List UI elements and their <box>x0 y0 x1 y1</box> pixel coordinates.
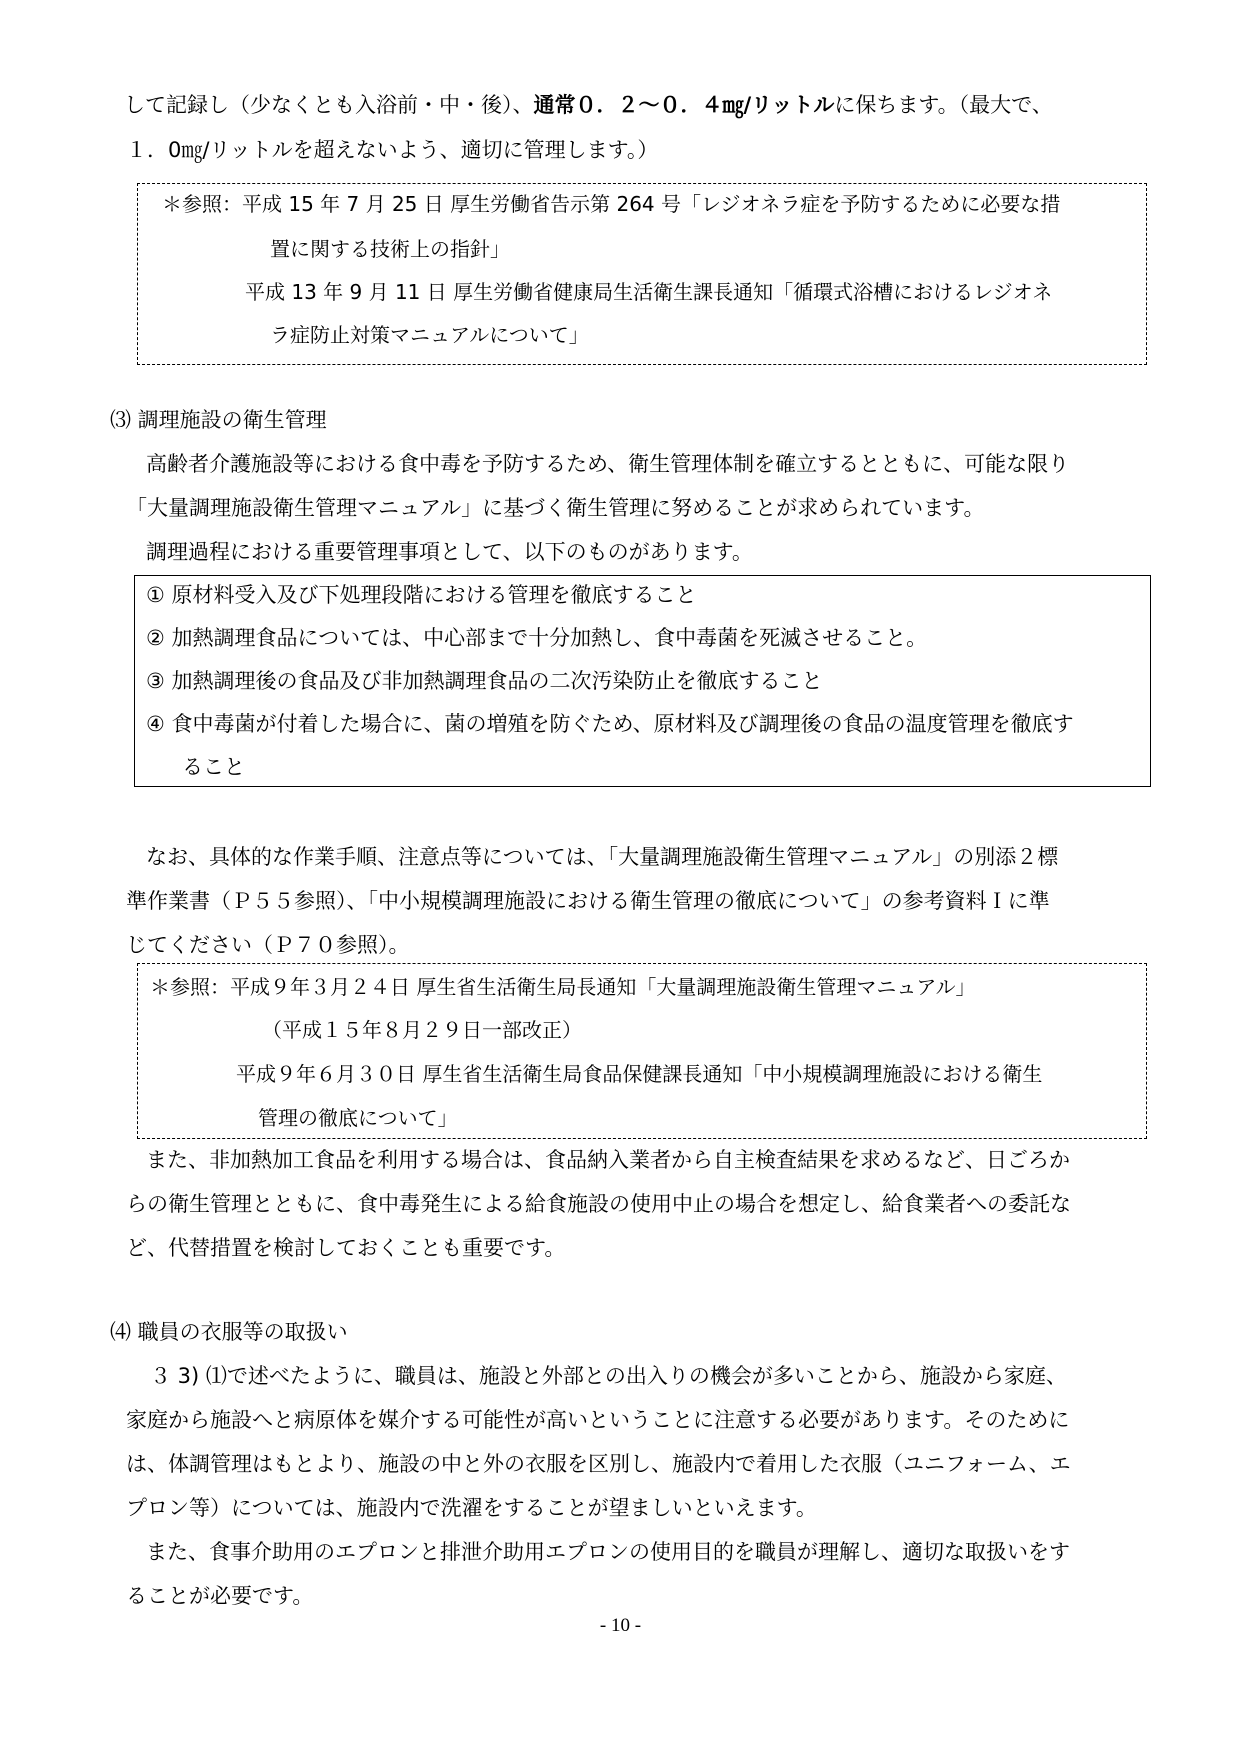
intro-line-2: １．0㎎/リットルを超えないよう、適切に管理します。） <box>126 138 659 162</box>
section-3b-line-3: ど、代替措置を検討しておくことも重要です。 <box>126 1236 566 1260</box>
intro-text-a: して記録し（少なくとも入浴前・中・後）、 <box>124 93 534 117</box>
key-item-2: ② 加熱調理食品については、中心部まで十分加熱し、食中毒菌を死滅させること。 <box>146 626 928 650</box>
key-item-3: ③ 加熱調理後の食品及び非加熱調理食品の二次汚染防止を徹底すること <box>146 669 823 693</box>
section-4-line-1: ３ 3) ⑴で述べたように、職員は、施設と外部との出入りの機会が多いことから、施設から家庭、 <box>150 1364 1067 1388</box>
section-3b-line-2: らの衛生管理とともに、食中毒発生による給食施設の使用中止の場合を想定し、給食業者への委託な <box>126 1192 1071 1216</box>
section-3-para-3-line-3: じてください（Ｐ７０参照）。 <box>126 933 410 957</box>
ref1-line-1: ＊参照：平成 15 年 7 月 25 日 厚生労働省告示第 264 号「レジオネラ症を予防するために必要な措 <box>162 192 1061 216</box>
section-3-para-2: 調理過程における重要管理事項として、以下のものがあります。 <box>146 540 753 564</box>
section-4-line-2: 家庭から施設へと病原体を媒介する可能性が高いということに注意する必要があります。そのために <box>126 1408 1070 1432</box>
section-4-line-6: ることが必要です。 <box>126 1584 314 1608</box>
section-4-line-4: プロン等）については、施設内で洗濯をすることが望ましいといえます。 <box>126 1496 817 1520</box>
intro-text-bold: 通常０．２～０．４㎎/リットル <box>533 93 835 117</box>
section-3-para-1-line-1: 高齢者介護施設等における食中毒を予防するため、衛生管理体制を確立するとともに、可能な限り <box>146 452 1070 476</box>
ref1-line-3: 平成 13 年 9 月 11 日 厚生労働省健康局生活衛生課長通知「循環式浴槽におけるレジオネ <box>245 280 1053 304</box>
key-item-4-continued: ること <box>182 755 245 779</box>
ref2-line-2: （平成１５年８月２９日一部改正） <box>262 1018 582 1042</box>
section-3-heading: ⑶ 調理施設の衛生管理 <box>110 408 327 432</box>
intro-line-1 <box>124 95 1053 116</box>
section-4-heading: ⑷ 職員の衣服等の取扱い <box>110 1320 348 1344</box>
section-4-line-5: また、食事介助用のエプロンと排泄介助用エプロンの使用目的を職員が理解し、適切な取扱いをす <box>146 1540 1070 1564</box>
intro-text-b: に保ちます。（最大で、 <box>834 93 1053 117</box>
page-number: - 10 - <box>599 1615 642 1636</box>
section-4-line-3: は、体調管理はもとより、施設の中と外の衣服を区別し、施設内で着用した衣服（ユニフォーム、エ <box>126 1452 1071 1476</box>
key-item-4: ④ 食中毒菌が付着した場合に、菌の増殖を防ぐため、原材料及び調理後の食品の温度管理を徹底す <box>146 712 1074 736</box>
key-item-1: ① 原材料受入及び下処理段階における管理を徹底すること <box>146 583 697 607</box>
section-3b-line-1: また、非加熱加工食品を利用する場合は、食品納入業者から自主検査結果を求めるなど、日ごろか <box>146 1148 1070 1172</box>
section-3-para-3-line-1: なお、具体的な作業手順、注意点等については、「大量調理施設衛生管理マニュアル」の別添２標 <box>146 845 1059 869</box>
ref2-line-1: ＊参照：平成９年３月２４日 厚生省生活衛生局長通知「大量調理施設衛生管理マニュアル」 <box>150 975 976 999</box>
section-3-para-1-line-2: 「大量調理施設衛生管理マニュアル」に基づく衛生管理に努めることが求められています。 <box>126 496 985 520</box>
section-3-para-3-line-2: 準作業書（Ｐ５５参照）、「中小規模調理施設における衛生管理の徹底について」の参考資料Ｉに準 <box>126 889 1050 913</box>
ref1-line-4: ラ症防止対策マニュアルについて」 <box>270 323 589 347</box>
ref2-line-4: 管理の徹底について」 <box>258 1106 458 1130</box>
ref2-line-3: 平成９年６月３０日 厚生省生活衛生局食品保健課長通知「中小規模調理施設における衛生 <box>236 1062 1043 1086</box>
ref1-line-2: 置に関する技術上の指針」 <box>270 237 510 261</box>
